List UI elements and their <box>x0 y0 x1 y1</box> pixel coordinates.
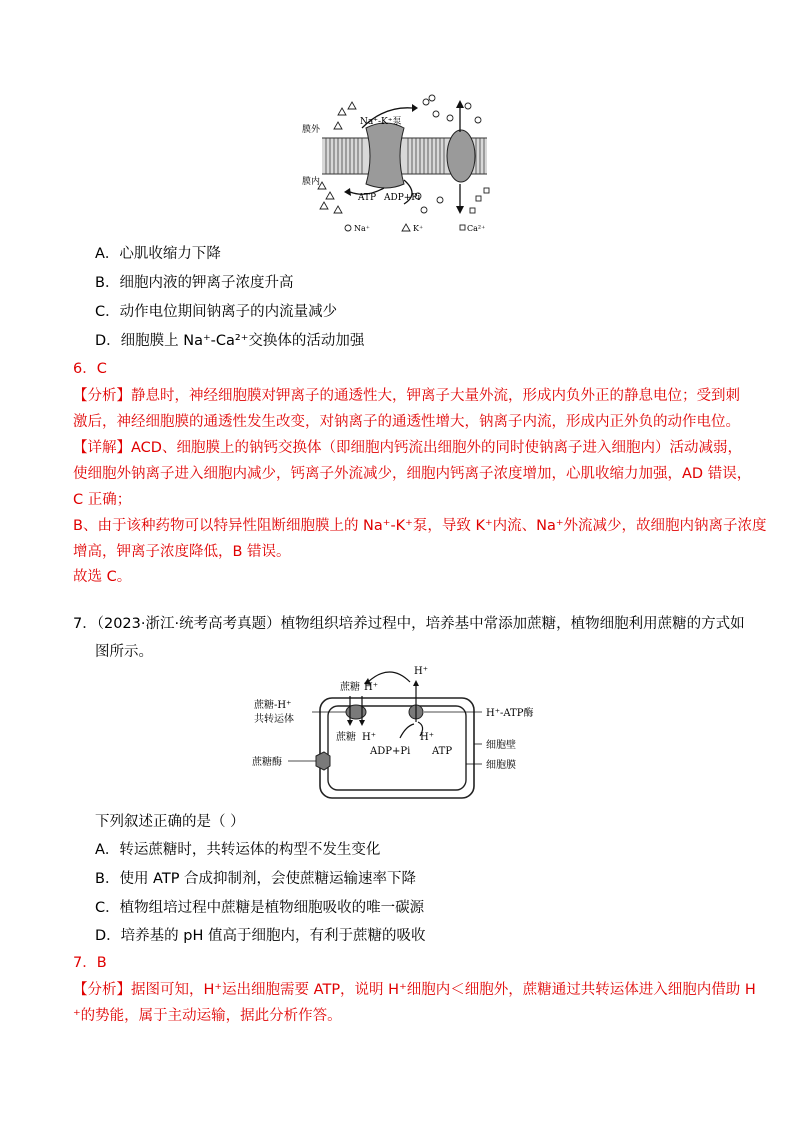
q7-answer: 7．B <box>73 955 107 971</box>
q6-option-d: D．细胞膜上 Na⁺-Ca²⁺交换体的活动加强 <box>95 333 365 349</box>
h-in-right-label: H⁺ <box>420 732 434 743</box>
q7-option-b: B．使用 ATP 合成抑制剂，会使蔗糖运输速率下降 <box>95 871 417 887</box>
membrane-pump-figure <box>300 88 505 238</box>
q7-analysis-line-1: 【分析】据图可知，H⁺运出细胞需要 ATP，说明 H⁺细胞内＜细胞外，蔗糖通过共转运体进入细胞内借助 H <box>73 982 756 998</box>
q7-option-a: A．转运蔗糖时，共转运体的构型不发生变化 <box>95 842 381 858</box>
label-outside: 膜外 <box>302 125 321 135</box>
membrane-label: 细胞膜 <box>486 760 516 771</box>
cell-sucrose-figure <box>250 660 575 805</box>
h-top-right-label: H⁺ <box>414 666 428 677</box>
label-inside: 膜内 <box>302 177 321 187</box>
h-top-label: H⁺ <box>364 682 378 693</box>
q7-analysis-line-2: ⁺的势能，属于主动运输，据此分析作答。 <box>73 1008 342 1024</box>
atpase-label: H⁺-ATP酶 <box>486 708 534 719</box>
legend-ca: Ca²⁺ <box>467 224 486 233</box>
q6-analysis-line-2: 激后，神经细胞膜的通透性发生改变，对钠离子的通透性增大，钠离子内流，形成内正外负的动作电位。 <box>73 414 740 430</box>
na-k-pump-protein <box>366 123 404 188</box>
q6-conclusion: 故选 C。 <box>73 569 132 585</box>
pump-label: Na⁺-K⁺泵 <box>360 117 402 127</box>
ca-exchanger-protein <box>447 130 475 182</box>
atp-label-2: ATP <box>432 746 453 757</box>
q7-option-d: D．培养基的 pH 值高于细胞内，有利于蔗糖的吸收 <box>95 928 426 944</box>
cell-wall-label: 细胞壁 <box>486 740 516 751</box>
sucrase-label: 蔗糖酶 <box>252 757 282 768</box>
q6-detail-line-3: C 正确； <box>73 492 132 508</box>
legend-na: Na⁺ <box>354 224 370 233</box>
cotransporter-label-2: 共转运体 <box>254 714 294 725</box>
q6-analysis-line-1: 【分析】静息时，神经细胞膜对钾离子的通透性大，钾离子大量外流，形成内负外正的静息电位；受到刺 <box>73 388 740 404</box>
h-in-label: H⁺ <box>362 732 376 743</box>
q7-stem-line-1: 7．（2023·浙江·统考高考真题）植物组织培养过程中，培养基中常添加蔗糖，植物细胞利用蔗糖的方式如 <box>73 616 745 632</box>
q6-option-a: A．心肌收缩力下降 <box>95 246 221 262</box>
q7-option-c: C．植物组培过程中蔗糖是植物细胞吸收的唯一碳源 <box>95 900 425 916</box>
q6-detail-line-4: B、由于该种药物可以特异性阻断细胞膜上的 Na⁺-K⁺泵，导致 K⁺内流、Na⁺外流减少，故细胞内钠离子浓度 <box>73 518 767 534</box>
legend-k: K⁺ <box>413 224 424 233</box>
q6-detail-line-5: 增高，钾离子浓度降低，B 错误。 <box>73 544 291 560</box>
q6-option-b: B．细胞内液的钾离子浓度升高 <box>95 275 294 291</box>
q6-detail-line-2: 使细胞外钠离子进入细胞内减少，钙离子外流减少，细胞内钙离子浓度增加，心肌收缩力加强，AD 错误， <box>73 466 752 482</box>
adp-pi-label-2: ADP+Pi <box>370 746 411 757</box>
q6-option-c: C．动作电位期间钠离子的内流量减少 <box>95 304 338 320</box>
q7-stem-line-2: 图所示。 <box>95 644 153 660</box>
sucrase-enzyme <box>316 752 330 770</box>
sucrose-in-label: 蔗糖 <box>336 732 356 743</box>
q6-answer: 6．C <box>73 361 107 377</box>
cotransporter-protein <box>346 705 366 719</box>
sucrose-top-label: 蔗糖 <box>340 682 360 693</box>
adp-pi-label: ADP+Pi <box>384 193 421 203</box>
atp-label: ATP <box>358 193 377 203</box>
q7-prompt: 下列叙述正确的是（ ） <box>95 814 245 830</box>
cotransporter-label-1: 蔗糖-H⁺ <box>254 700 292 711</box>
q6-detail-line-1: 【详解】ACD、细胞膜上的钠钙交换体（即细胞内钙流出细胞外的同时使钠离子进入细胞内）活动减弱， <box>73 440 742 456</box>
